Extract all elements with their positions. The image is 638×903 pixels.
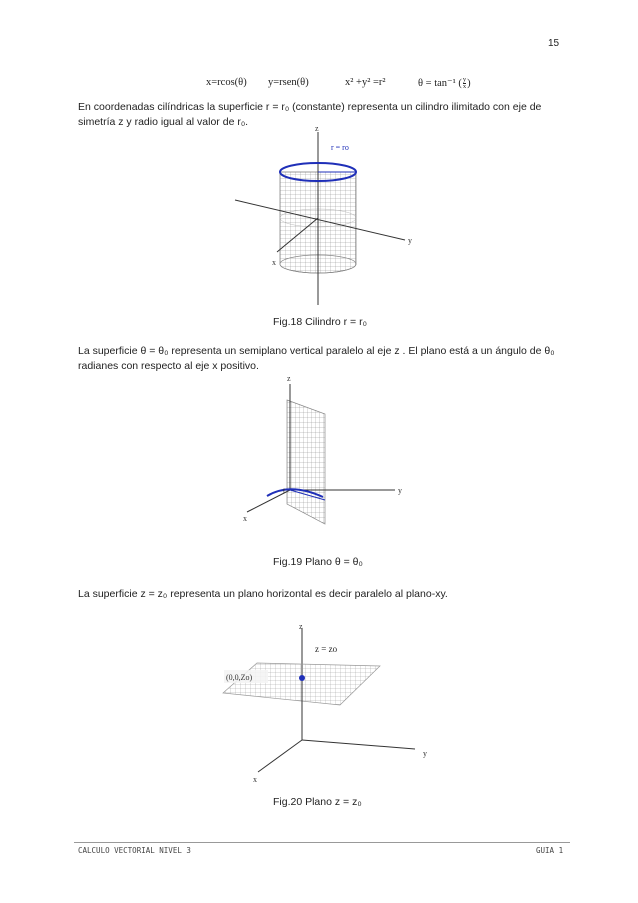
equation-theta-den: x <box>462 83 467 91</box>
paragraph-line: La superficie z = z₀ representa un plano horizontal es decir paralelo al plano-xy. <box>78 588 448 600</box>
figure-cylinder <box>225 122 425 310</box>
z-axis-label: z <box>299 622 303 631</box>
x-axis-label: x <box>243 514 247 523</box>
page-number: 15 <box>548 38 560 49</box>
x-axis-label: x <box>272 258 276 267</box>
halfplane-surface <box>287 400 325 524</box>
y-axis <box>302 740 415 749</box>
radius-label: r = ro <box>331 143 349 152</box>
paragraph-line: En coordenadas cilíndricas la superficie r = r₀ (constante) representa un cilindro ilimitado con eje de <box>78 101 542 113</box>
figure-caption: Fig.18 Cilindro r = r₀ <box>273 316 367 328</box>
y-axis-label: y <box>423 749 427 758</box>
figure-halfplane <box>235 372 415 527</box>
figure-caption: Fig.19 Plano θ = θ₀ <box>273 556 363 568</box>
z-axis-label: z <box>287 374 291 383</box>
equation-y: y=rsen(θ) <box>268 77 309 88</box>
footer-right: GUIA 1 <box>536 846 564 855</box>
point-label: (0,0,Zo) <box>226 673 253 682</box>
paragraph-line: simetría z y radio igual al valor de r₀. <box>78 116 249 128</box>
x-axis <box>258 740 302 772</box>
equation-r: x² +y² =r² <box>345 77 386 88</box>
plane-point <box>299 675 305 681</box>
equation-theta-suffix: ) <box>467 78 471 89</box>
paragraph-horizontal-plane <box>78 587 568 602</box>
figure-caption: Fig.20 Plano z = z₀ <box>273 796 362 808</box>
x-axis-label: x <box>253 775 257 784</box>
paragraph-line: La superficie θ = θ₀ representa un semiplano vertical paralelo al eje z . El plano está a un ángulo de θ₀ <box>78 345 555 357</box>
figure-horizontal-plane <box>220 620 440 785</box>
equation-theta-prefix: θ = tan⁻¹ ( <box>418 78 462 89</box>
equation-theta-num: y <box>462 76 467 84</box>
paragraph-halfplane <box>78 344 568 374</box>
equation-x: x=rcos(θ) <box>206 77 247 88</box>
equation-theta <box>418 77 471 90</box>
footer-divider <box>74 842 570 843</box>
z-axis-label: z <box>315 124 319 133</box>
plane-label: z = zo <box>315 644 338 654</box>
footer-left: CALCULO VECTORIAL NIVEL 3 <box>78 846 191 855</box>
angle-label: t <box>283 486 286 495</box>
y-axis-label: y <box>408 236 412 245</box>
paragraph-line: radianes con respecto al eje x positivo. <box>78 360 259 372</box>
y-axis-label: y <box>398 486 402 495</box>
